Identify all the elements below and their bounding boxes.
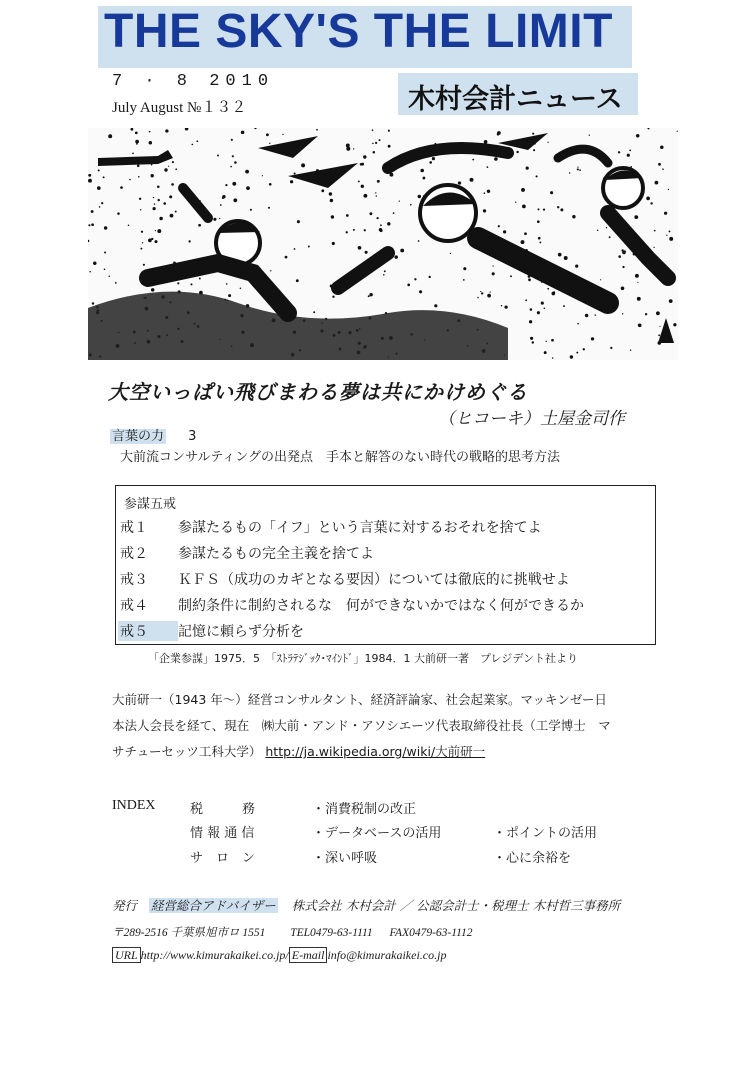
footer-publisher	[112, 896, 620, 914]
footer-web	[112, 948, 446, 963]
series-heading	[110, 425, 196, 444]
fax: FAX0479-63-1112	[389, 927, 473, 939]
precept-number: 戒３	[120, 572, 148, 588]
precept-number: 戒５	[118, 621, 178, 641]
precept-text: 参謀たるもの完全主義を捨てよ	[178, 546, 374, 562]
precept-number: 戒２	[120, 546, 148, 562]
postal-address: 〒289-2516 千葉県旭市ロ 1551	[112, 927, 266, 939]
precept-item	[118, 543, 374, 565]
index-item: ・消費税制の改正	[312, 802, 417, 817]
website-link[interactable]: http://www.kimurakaikei.co.jp/	[140, 948, 289, 962]
issue-date: 7 · 8 2010	[112, 72, 275, 91]
index-category: サ ロ ン	[190, 851, 256, 866]
index-label: INDEX	[112, 798, 156, 813]
masthead-title: THE SKY'S THE LIMIT	[104, 5, 613, 58]
precept-number: 戒４	[120, 598, 148, 614]
index-item: ・ポイントの活用	[493, 826, 598, 841]
precept-item	[118, 595, 584, 617]
company-name: 株式会社 木村会計 ／ 公認会計士・税理士 木村哲三事務所	[291, 898, 621, 913]
issued-by-label: 発行	[112, 898, 138, 913]
newsletter-name: 木村会計ニュース	[408, 84, 623, 115]
woodcut-illustration	[88, 128, 678, 360]
precept-item	[118, 569, 570, 591]
issue-number: July August №１３２	[112, 100, 247, 116]
bio-line-3-text: サチューセッツ工科大学）	[112, 744, 262, 759]
series-number: 3	[188, 429, 197, 444]
email-label: E-mail	[289, 947, 328, 963]
illustration-caption: 大空いっぱい飛びまわる夢は共にかけめぐる	[108, 380, 528, 404]
series-subtitle: 大前流コンサルティングの出発点 手本と解答のない時代の戦略的思考方法	[120, 450, 561, 465]
series-label: 言葉の力	[112, 429, 165, 444]
index-item: ・心に余裕を	[493, 851, 572, 866]
precept-number: 戒１	[120, 520, 148, 536]
bio-line-3	[112, 742, 485, 760]
bio-line-1: 大前研一（1943 年～）経営コンサルタント、経済評論家、社会起業家。マッキンゼー日	[112, 692, 607, 707]
email-link[interactable]: info@kimurakaikei.co.jp	[327, 948, 447, 962]
precept-text: 制約条件に制約されるな 何ができないかではなく何ができるか	[178, 598, 584, 614]
source-note: 「企業参謀」1975．5 「ｽﾄﾗﾃｼﾞｯｸ･ﾏｲﾝﾄﾞ」1984．1 大前研一著 プレジデント社より	[148, 652, 579, 665]
precept-item	[118, 517, 542, 539]
index-item: ・深い呼吸	[312, 851, 378, 866]
index-item: ・データベースの活用	[312, 826, 442, 841]
precept-item	[118, 621, 304, 643]
index-category: 税 務	[190, 802, 256, 817]
wikipedia-link[interactable]: http://ja.wikipedia.org/wiki/大前研一	[265, 744, 486, 759]
bio-line-2: 本法人会長を経て、現在 ㈱大前・アンド・アソシエーツ代表取締役社長（工学博士 マ	[112, 718, 611, 733]
precepts-title: 参謀五戒	[124, 497, 177, 512]
index-category: 情 報 通 信	[190, 826, 255, 841]
precept-text: 記憶に頼らず分析を	[178, 624, 304, 640]
footer-address	[112, 924, 473, 940]
illustration-credit: （ヒコーキ）土屋金司作	[438, 409, 625, 429]
telephone: TEL0479-63-1111	[290, 927, 373, 939]
url-label: URL	[112, 947, 141, 963]
advisor-label: 経営総合アドバイザー	[151, 898, 276, 913]
precept-text: 参謀たるもの「イフ」という言葉に対するおそれを捨てよ	[178, 520, 542, 536]
precept-text: ＫＦＳ（成功のカギとなる要因）については徹底的に挑戦せよ	[178, 572, 570, 588]
